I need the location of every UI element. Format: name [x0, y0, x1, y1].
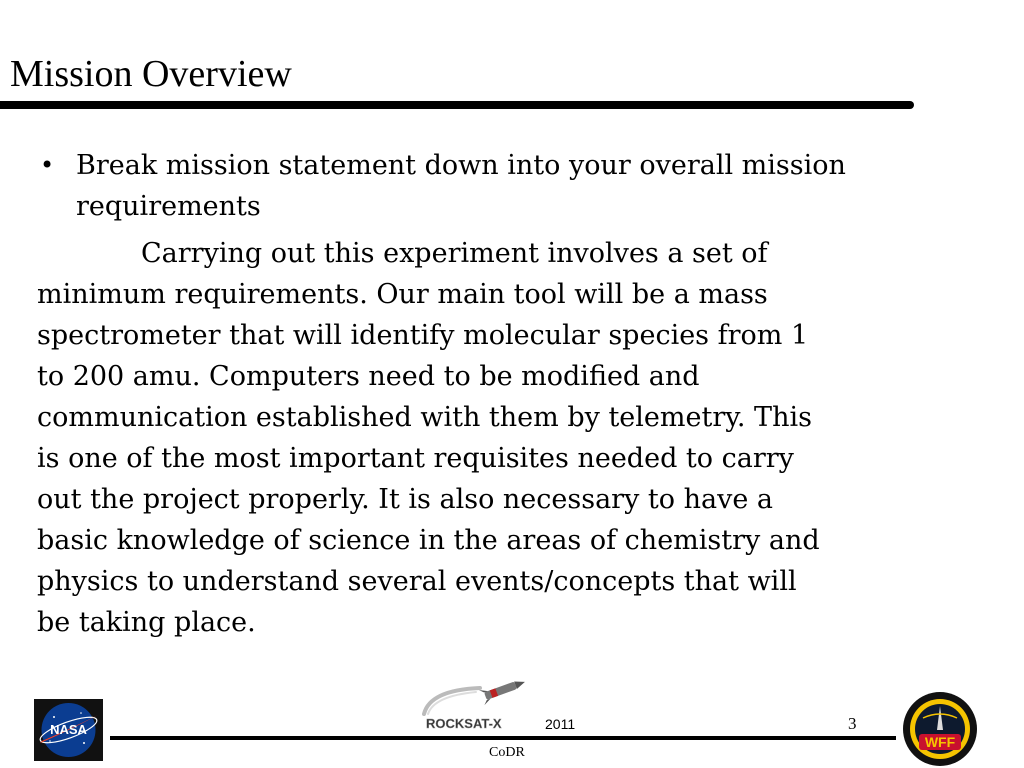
paragraph-line: communication established with them by telemetry. This: [37, 402, 812, 433]
nasa-logo: [34, 699, 103, 761]
bullet-dot-icon: •: [40, 151, 55, 179]
page-number: 3: [848, 714, 857, 733]
paragraph-line: be taking place.: [37, 607, 256, 638]
slide-title: Mission Overview: [10, 53, 292, 95]
paragraph-line: is one of the most important requisites needed to carry: [37, 443, 794, 474]
wff-logo: [901, 690, 979, 768]
footer-divider: [110, 736, 896, 740]
paragraph-line: minimum requirements. Our main tool will be a mass: [37, 279, 768, 310]
mission-paragraph: [37, 233, 997, 643]
footer-label: CoDR: [489, 745, 525, 760]
paragraph-line: out the project properly. It is also necessary to have a: [37, 484, 774, 515]
paragraph-line: to 200 amu. Computers need to be modified and: [37, 361, 700, 392]
footer-year: 2011: [545, 716, 576, 732]
bullet-item: [40, 145, 900, 227]
rocksat-logo: [418, 674, 538, 740]
paragraph-line: physics to understand several events/concepts that will: [37, 566, 797, 597]
title-divider: [0, 101, 914, 109]
paragraph-line: spectrometer that will identify molecular species from 1: [37, 320, 809, 351]
nasa-logo-text: NASA: [50, 722, 87, 737]
paragraph-line: Carrying out this experiment involves a set of: [141, 238, 768, 269]
bullet-text: Break mission statement down into your overall mission requirements: [76, 150, 846, 222]
paragraph-line: basic knowledge of science in the areas of chemistry and: [37, 525, 820, 556]
wff-logo-text: WFF: [924, 734, 956, 750]
rocksat-logo-text: ROCKSAT-X: [426, 716, 502, 731]
